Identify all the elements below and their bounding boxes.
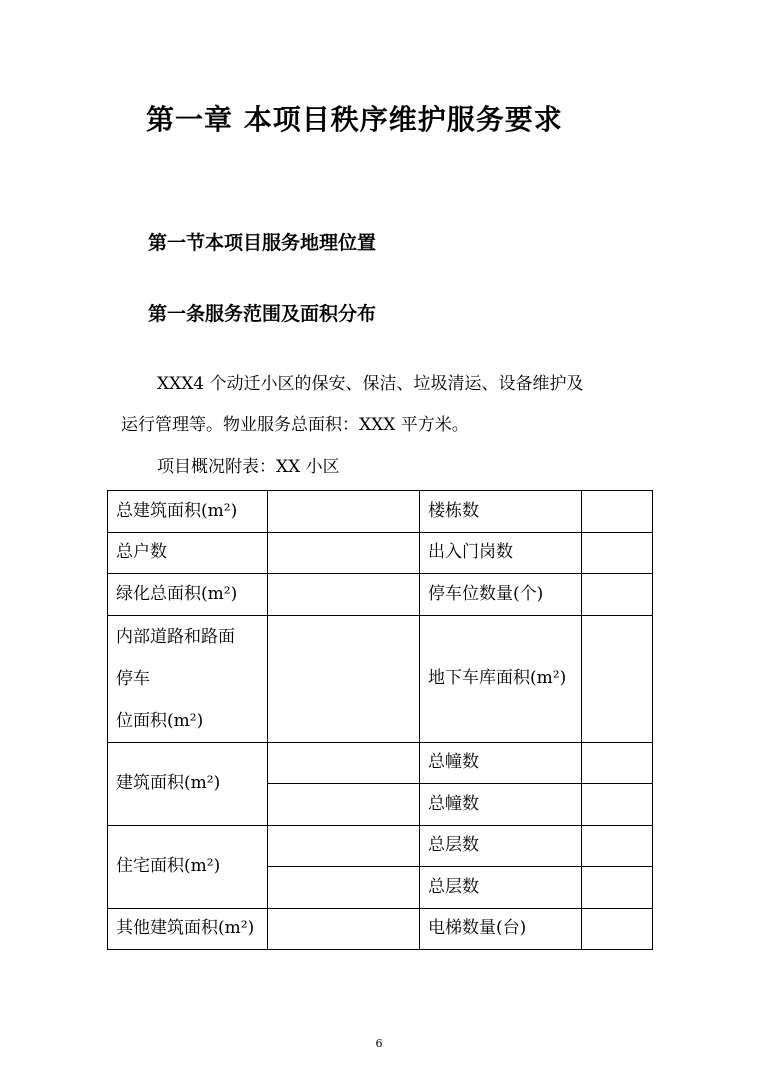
table-cell-value (268, 491, 420, 533)
road-parking-label-line1: 内部道路和路面 (116, 626, 235, 647)
table-row (108, 825, 653, 867)
table-row (108, 742, 653, 784)
table-cell-label: 其他建筑面积(m²) (108, 908, 268, 950)
chapter-title: 第一章 本项目秩序维护服务要求 (146, 103, 563, 136)
table-cell-value (582, 825, 653, 867)
table-cell-label: 总层数 (420, 867, 582, 909)
table-cell-value (582, 615, 653, 742)
table-cell-value (268, 908, 420, 950)
table-cell-value (582, 532, 653, 574)
table-cell-label: 总层数 (420, 825, 582, 867)
road-parking-label-line2: 停车 (116, 668, 150, 689)
table-cell-value (268, 615, 420, 742)
table-cell-label: 楼栋数 (420, 491, 582, 533)
table-cell-value (268, 574, 420, 616)
table-cell-label: 电梯数量(台) (420, 908, 582, 950)
table-cell-value (582, 784, 653, 826)
table-cell-value (268, 742, 420, 784)
table-cell-label: 总建筑面积(m²) (108, 491, 268, 533)
table-row (108, 908, 653, 950)
table-cell-value (582, 742, 653, 784)
table-cell-label: 总幢数 (420, 742, 582, 784)
table-row (108, 491, 653, 533)
table-row (108, 615, 653, 742)
article-title: 第一条服务范围及面积分布 (148, 303, 377, 325)
table-cell-label: 建筑面积(m²) (108, 742, 268, 825)
table-cell-label: 总户数 (108, 532, 268, 574)
table-cell-label: 出入门岗数 (420, 532, 582, 574)
section-title: 第一节本项目服务地理位置 (148, 232, 377, 254)
table-cell-value (582, 491, 653, 533)
table-cell-value (582, 867, 653, 909)
table-cell-value (268, 784, 420, 826)
table-cell-label: 绿化总面积(m²) (108, 574, 268, 616)
table-cell-value (582, 574, 653, 616)
paragraph-line-1: XXX4 个动迁小区的保安、保洁、垃圾清运、设备维护及 (157, 374, 584, 394)
table-cell-label: 地下车库面积(m²) (420, 615, 582, 742)
page-number: 6 (375, 1037, 383, 1050)
table-caption: 项目概况附表：XX 小区 (157, 457, 340, 477)
table-cell-label: 停车位数量(个) (420, 574, 582, 616)
table-cell-label (108, 615, 268, 742)
table-cell-value (268, 532, 420, 574)
table-cell-value (582, 908, 653, 950)
paragraph-line-2: 运行管理等。物业服务总面积：XXX 平方米。 (121, 415, 469, 435)
road-parking-label-line3: 位面积(m²) (116, 710, 204, 731)
table-cell-label: 总幢数 (420, 784, 582, 826)
table-row (108, 574, 653, 616)
table-cell-value (268, 825, 420, 867)
table-cell-value (268, 867, 420, 909)
table-cell-label: 住宅面积(m²) (108, 825, 268, 908)
project-overview-table (107, 490, 653, 950)
table-row (108, 532, 653, 574)
